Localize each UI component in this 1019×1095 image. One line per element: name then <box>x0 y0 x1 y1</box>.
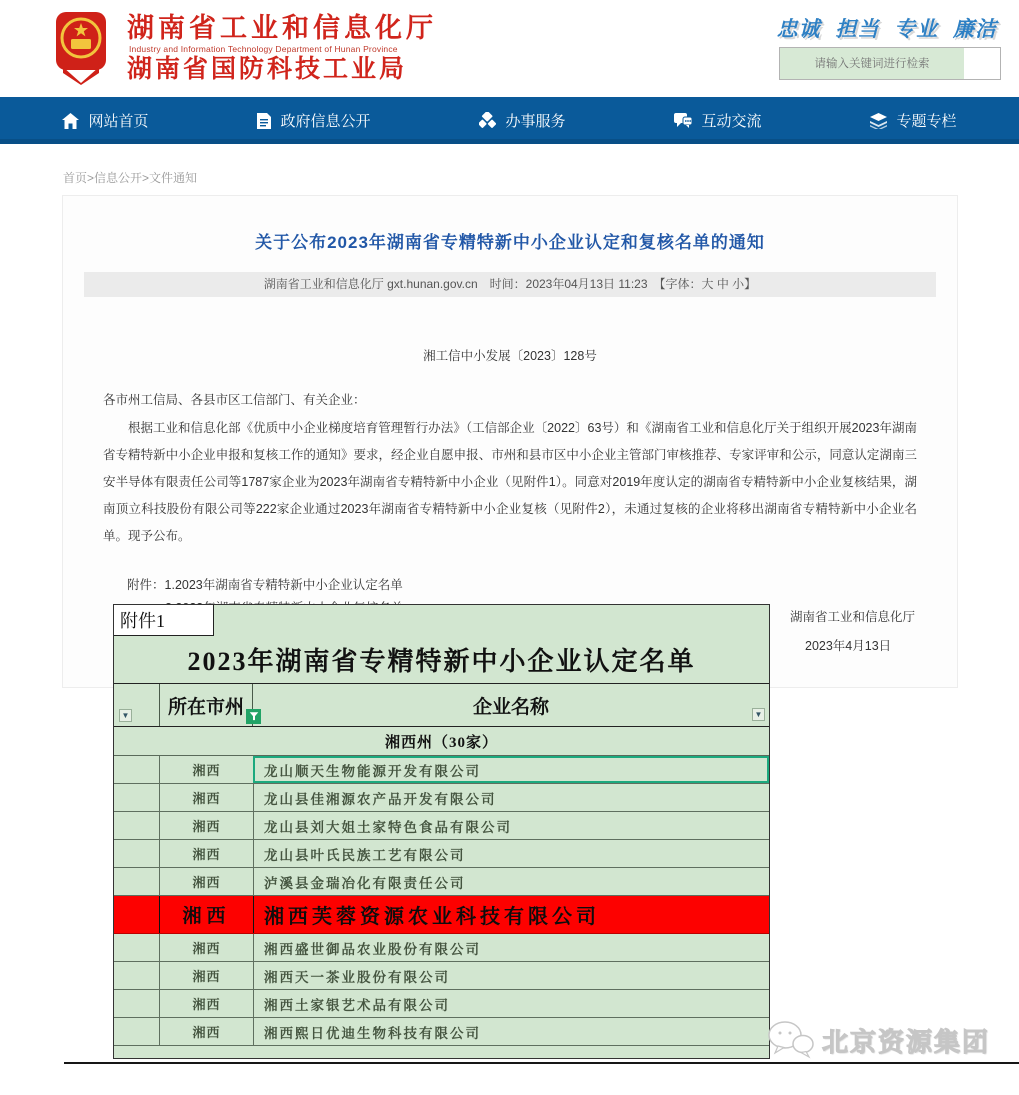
signature-block <box>790 607 915 654</box>
article-paragraph: 根据工业和信息化部《优质中小企业梯度培育管理暂行办法》（工信部企业〔2022〕63号）和《湖南省工业和信息化厅关于组织开展2023年湖南省专精特新中小企业申报和复核工作的通知》要求，经企业自愿申报、市州和县市区中小企业主管部门审核推荐、专家评审和公示，同意认定湖南三安半导体有限责任公司等1787家企业为2023年湖南省专精特新中小企业（见附件1）。同意对2019年度认定的湖南省专精特新中小企业复核结果，湖南顶立科技股份有限公司等222家企业通过2023年湖南省专精特新中小企业复核（见附件2），未通过复核的企业将移出湖南省专精特新中小企业名单。现予公布。 <box>103 421 917 543</box>
signature-date: 2023年4月13日 <box>805 639 892 653</box>
table-header-row <box>114 684 769 727</box>
bottom-divider <box>64 1062 1019 1064</box>
row-city-cell: 湘西 <box>192 969 221 984</box>
row-index-cell <box>114 868 160 895</box>
nav-item-special-columns[interactable] <box>870 110 956 131</box>
nav-item-services[interactable] <box>479 110 565 131</box>
row-index-cell <box>114 1018 160 1045</box>
attachments-label: 附件： <box>127 578 165 592</box>
row-company-cell: 龙山顺天生物能源开发有限公司 <box>253 756 769 783</box>
table-row[interactable] <box>114 812 769 840</box>
nav-label: 互动交流 <box>701 113 762 130</box>
site-header <box>0 0 1019 97</box>
attachment-link-1[interactable]: 1.2023年湖南省专精特新中小企业认定名单 <box>164 578 403 592</box>
org-title-en: Industry and Information Technology Department of Hunan Province <box>129 44 398 54</box>
signature-org: 湖南省工业和信息化厅 <box>790 610 916 624</box>
section-row: 湘西州（30家） <box>114 727 769 756</box>
table-row[interactable] <box>114 934 769 962</box>
row-city-cell: 湘西 <box>192 997 221 1012</box>
nav-label: 办事服务 <box>505 113 566 130</box>
table-footer-padding <box>114 1046 769 1058</box>
salutation: 各市州工信局、各县市区工信部门、有关企业： <box>103 393 366 407</box>
attachment-label-row <box>114 605 769 636</box>
attachment-line <box>127 574 957 597</box>
table-row[interactable] <box>114 896 769 934</box>
table-row[interactable] <box>114 962 769 990</box>
row-city-cell: 湘西 <box>192 1025 221 1040</box>
nav-label: 政府信息公开 <box>280 113 371 130</box>
row-company-cell: 龙山县刘大姐土家特色食品有限公司 <box>253 812 769 839</box>
dropdown-arrow-icon[interactable]: ▼ <box>752 708 765 721</box>
row-company-cell: 湘西天一茶业股份有限公司 <box>253 962 769 989</box>
row-index-cell <box>114 896 160 933</box>
row-index-cell <box>114 962 160 989</box>
main-nav <box>0 97 1019 144</box>
row-index-cell <box>114 840 160 867</box>
watermark-text: 北京资源集团 <box>822 1026 991 1057</box>
org-title: 湖南省工业和信息化厅 <box>127 13 437 43</box>
row-company-cell: 龙山县佳湘源农产品开发有限公司 <box>253 784 769 811</box>
row-index-cell <box>114 990 160 1017</box>
table-row[interactable] <box>114 756 769 784</box>
attachment-label: 附件1 <box>114 605 214 636</box>
site-search <box>779 47 1001 80</box>
row-city-cell: 湘西 <box>192 847 221 862</box>
nav-item-interaction[interactable] <box>674 110 761 131</box>
doc-number: 湘工信中小发展〔2023〕128号 <box>423 349 597 363</box>
row-city-cell: 湘西 <box>182 906 231 927</box>
watermark <box>768 1020 990 1060</box>
row-company-cell: 湘西芙蓉资源农业科技有限公司 <box>253 896 769 933</box>
search-input[interactable] <box>780 48 964 79</box>
index-column-header <box>114 684 160 726</box>
nav-label: 专题专栏 <box>896 113 957 130</box>
dropdown-arrow-icon[interactable]: ▼ <box>119 709 132 722</box>
company-column-header <box>253 684 769 726</box>
org-subtitle: 湖南省国防科技工业局 <box>127 55 408 83</box>
chat-icon <box>674 113 692 129</box>
city-column-label: 所在市州 <box>167 696 244 718</box>
table-row[interactable] <box>114 840 769 868</box>
row-company-cell: 泸溪县金瑞冶化有限责任公司 <box>253 868 769 895</box>
attachment1-table <box>113 604 770 1059</box>
table-title: 2023年湖南省专精特新中小企业认定名单 <box>114 636 769 684</box>
nav-item-home[interactable] <box>62 110 148 131</box>
breadcrumb[interactable]: 首页>信息公开>文件通知 <box>63 171 198 185</box>
row-company-cell: 湘西土家银艺术品有限公司 <box>253 990 769 1017</box>
table-row[interactable] <box>114 990 769 1018</box>
row-index-cell <box>114 812 160 839</box>
home-icon <box>62 113 79 129</box>
article-meta-bar: 湖南省工业和信息化厅 gxt.hunan.gov.cn 时间：2023年04月13日 11:23 【字体：大 中 小】 <box>84 272 936 297</box>
row-city-cell: 湘西 <box>192 941 221 956</box>
nav-label: 网站首页 <box>88 113 149 130</box>
company-column-label: 企业名称 <box>472 696 549 718</box>
motto-slogan: 忠诚 担当 专业 廉洁 <box>776 18 997 41</box>
document-icon <box>257 113 271 129</box>
row-company-cell: 湘西熙日优迪生物科技有限公司 <box>253 1018 769 1045</box>
table-row[interactable] <box>114 784 769 812</box>
row-index-cell <box>114 934 160 961</box>
national-emblem-logo <box>55 11 107 85</box>
filter-active-icon[interactable] <box>246 709 261 724</box>
row-city-cell: 湘西 <box>192 791 221 806</box>
wechat-bubbles-icon <box>768 1020 814 1060</box>
table-row[interactable] <box>114 1018 769 1046</box>
service-icon <box>479 112 496 129</box>
row-index-cell <box>114 784 160 811</box>
org-title-block <box>127 13 437 83</box>
row-company-cell: 湘西盛世御品农业股份有限公司 <box>253 934 769 961</box>
row-index-cell <box>114 756 160 783</box>
city-column-header <box>160 684 253 726</box>
nav-item-info-disclosure[interactable] <box>257 110 370 131</box>
search-button[interactable] <box>964 48 1000 79</box>
row-city-cell: 湘西 <box>192 875 221 890</box>
row-company-cell: 龙山县叶氏民族工艺有限公司 <box>253 840 769 867</box>
page-title: 关于公布2023年湖南省专精特新中小企业认定和复核名单的通知 <box>255 233 765 252</box>
layers-icon <box>870 113 887 129</box>
row-city-cell: 湘西 <box>192 763 221 778</box>
row-city-cell: 湘西 <box>192 819 221 834</box>
table-row[interactable] <box>114 868 769 896</box>
